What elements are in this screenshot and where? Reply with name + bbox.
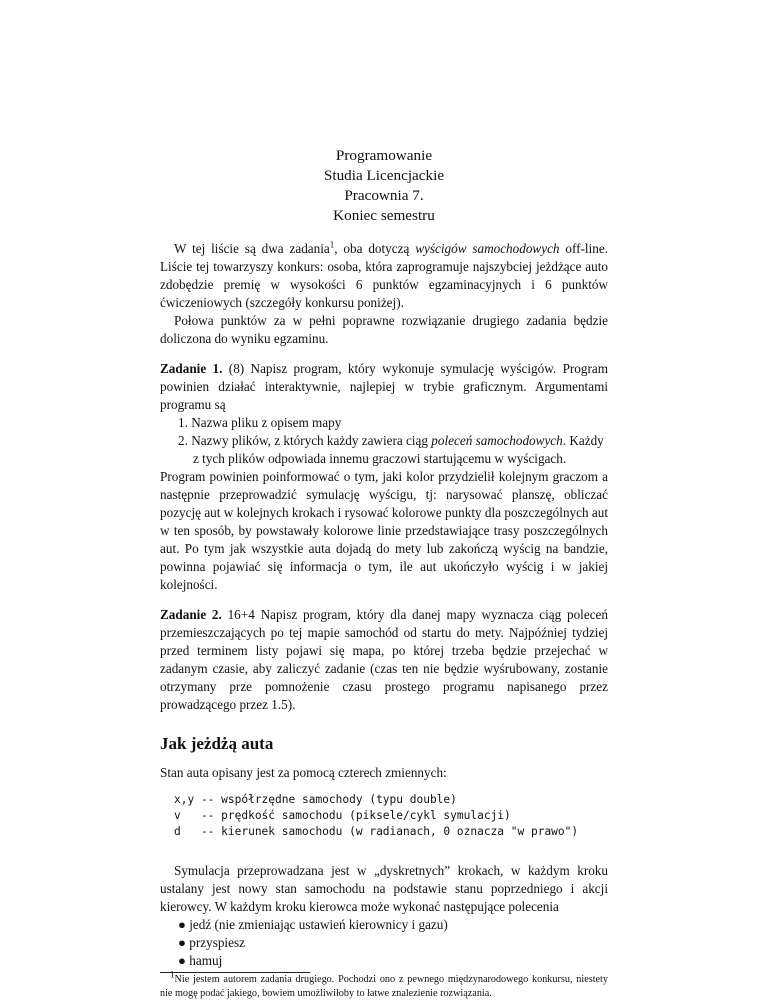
list-item-text: przyspiesz bbox=[189, 935, 245, 950]
code-line: v -- prędkość samochodu (piksele/cykl symulacji) bbox=[174, 809, 511, 822]
bullet-icon: ● bbox=[178, 917, 186, 932]
list-item-text: . Każdy z tych plików odpowiada innemu graczowi startującemu w wyścigach. bbox=[193, 433, 604, 466]
task-2-text: 16+4 Napisz program, który dla danej mapy wyznacza ciąg poleceń przemieszczających po tej mapie samochód od startu do mety. Najpóźniej tydziej przed terminem listy pojawi się mapa, po której trzeba będzie przejechać w zadanym czasie, aby zaliczyć zadanie (czas ten nie będzie wyśrubowany, zostanie otrzymany prze pomnożenie czasu prostego programu napisanego przez prowadzącego przez 1.5). bbox=[160, 607, 609, 712]
simulation-paragraph: Symulacja przeprowadzana jest w „dyskretnych” krokach, w każdym kroku ustalany jest nowy stan samochodu na podstawie stanu poprzedniego i akcji kierowcy. W każdym kroku kierowca może wykonać następujące polecenia bbox=[160, 863, 608, 914]
document-page bbox=[160, 146, 608, 1001]
task-1-list bbox=[160, 414, 608, 468]
task-2 bbox=[160, 606, 608, 714]
list-item bbox=[160, 934, 608, 952]
command-list bbox=[160, 916, 608, 970]
list-item bbox=[160, 916, 608, 934]
title-line: Koniec semestru bbox=[333, 207, 435, 224]
section-heading: Jak jeżdżą auta bbox=[160, 734, 274, 753]
section-lead: Stan auta opisany jest za pomocą czterech zmiennych: bbox=[160, 765, 447, 780]
task-1-label: Zadanie 1. bbox=[160, 361, 223, 376]
task-2-label: Zadanie 2. bbox=[160, 607, 222, 622]
code-block bbox=[174, 792, 608, 840]
list-item bbox=[160, 952, 608, 970]
task-1 bbox=[160, 360, 608, 414]
list-item bbox=[160, 432, 608, 468]
title-line: Studia Licencjackie bbox=[323, 167, 445, 184]
intro-text: off-line. Liście tej towarzyszy konkurs: osoba, która zaprogramuje najszybciej jeżdżące auto zdobędzie premię w wysokości 6 punktów egzaminacyjnych i 6 punktów ćwiczeniowych (szczegóły konkursu poniżej). bbox=[160, 241, 608, 310]
title-line: Pracownia 7. bbox=[344, 187, 424, 204]
intro-paragraph bbox=[160, 240, 608, 312]
footnote-number: 1 bbox=[170, 969, 175, 980]
intro-paragraph-2: Połowa punktów za w pełni poprawne rozwiązanie drugiego zadania będzie doliczona do wyniku egzaminu. bbox=[160, 313, 608, 346]
intro-emphasis: wyścigów samochodowych bbox=[415, 241, 560, 256]
code-line: x,y -- współrzędne samochody (typu double) bbox=[174, 793, 457, 806]
list-item-text: hamuj bbox=[189, 953, 223, 968]
title-line: Programowanie bbox=[335, 147, 433, 164]
list-item-emphasis: poleceń samochodowych bbox=[431, 433, 563, 448]
list-item-text: jedź (nie zmieniając ustawień kierownicy i gazu) bbox=[189, 917, 448, 932]
task-1-text: (8) Napisz program, który wykonuje symulację wyścigów. Program powinien działać interaktywnie, najlepiej w trybie graficznym. Argumentami programu są bbox=[160, 361, 608, 412]
document-title bbox=[160, 146, 608, 226]
footnote bbox=[160, 969, 608, 1001]
code-line: d -- kierunek samochodu (w radianach, 0 oznacza "w prawo") bbox=[174, 825, 579, 838]
bullet-icon: ● bbox=[178, 953, 186, 968]
list-item-text: 2. Nazwy plików, z których każdy zawiera ciąg bbox=[178, 433, 432, 448]
bullet-icon: ● bbox=[178, 935, 186, 950]
intro-text: , oba dotyczą bbox=[334, 241, 416, 256]
list-item: 1. Nazwa pliku z opisem mapy bbox=[178, 415, 342, 430]
task-1-description: Program powinien poinformować o tym, jaki kolor przydzielił kolejnym graczom a następnie przeprowadzić symulację wyścigu, tj: narysować planszę, obliczać pozycję aut w kolejnych krokach i rysować kolorowe punkty dla poszczególnych aut w ten sposób, by powstawały kolorowe linie przedstawiające trasy poszczególnych aut. Po tym jak wszystkie auta dojadą do mety lub zakończą wyścig na bandzie, powinna pojawiać się informacja o tym, ile aut ukończyło wyścig i w jakiej kolejności. bbox=[160, 469, 608, 592]
footnote-text: Nie jestem autorem zadania drugiego. Pochodzi ono z pewnego międzynarodowego konkursu, niestety nie mogę podać jakiego, bowiem umożliwiłoby to łatwe znalezienie rozwiązania. bbox=[160, 974, 608, 999]
footnote-marker: 1 bbox=[329, 239, 335, 250]
intro-text: W tej liście są dwa zadania bbox=[174, 241, 330, 256]
